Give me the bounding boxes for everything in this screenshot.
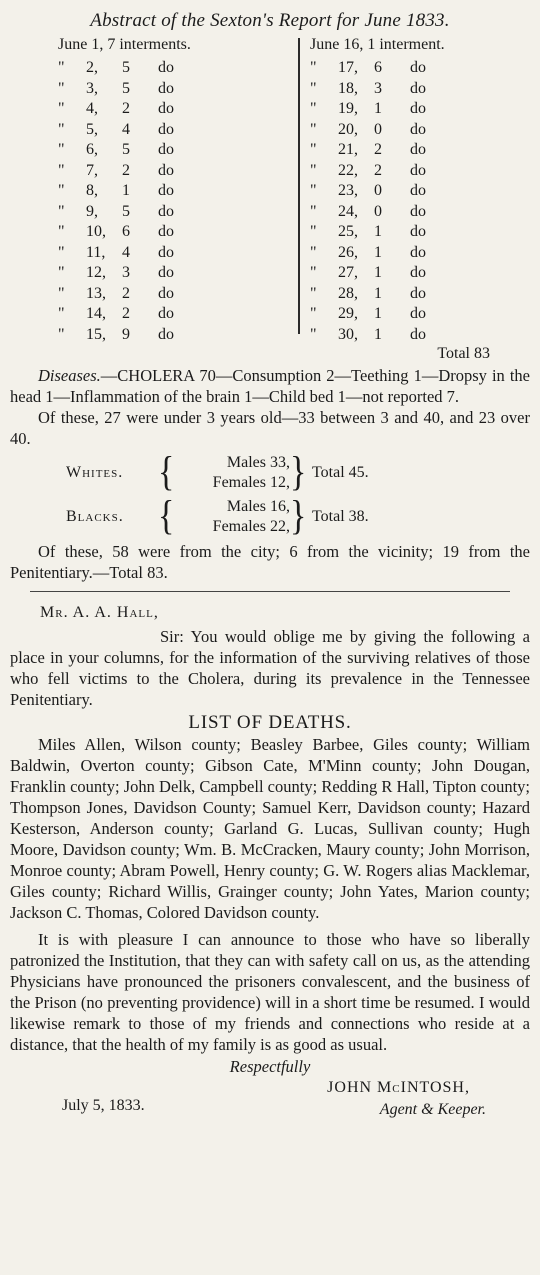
row-day: 5, [86,120,98,138]
row-count: 4 [122,243,130,261]
row-ditto: do [410,182,426,200]
row-day: 15, [86,325,106,343]
ages-paragraph: Of these, 27 were under 3 years old—33 between 3 and 40, and 23 over 40. [10,408,530,448]
interments-right-column [270,36,530,345]
interment-row [310,202,530,223]
row-ditto: do [158,264,174,282]
diseases-label: Diseases. [38,366,101,385]
interments-left-column [10,36,270,345]
whites-total: Total 45. [312,464,369,481]
row-count: 9 [122,325,130,343]
ditto-mark: " [58,141,65,159]
signer-name: JOHN McINTOSH, [327,1079,470,1096]
row-day: 12, [86,264,106,282]
interment-row [310,79,530,100]
interment-row [58,79,270,100]
row-ditto: do [410,325,426,343]
row-count: 1 [374,284,382,302]
row-ditto: do [410,305,426,323]
column-divider [298,38,300,334]
row-count: 5 [122,59,130,77]
row-day: 29, [338,305,358,323]
diseases-paragraph [10,365,530,407]
row-day: 3, [86,79,98,97]
interment-row [58,325,270,346]
ditto-mark: " [310,59,317,77]
row-day: 26, [338,243,358,261]
ditto-mark: " [58,284,65,302]
row-count: 1 [374,264,382,282]
interment-row [310,325,530,346]
row-ditto: do [158,120,174,138]
interment-row [58,161,270,182]
row-ditto: do [158,202,174,220]
row-count: 1 [374,305,382,323]
whites-breakdown [170,453,290,493]
signer-block [327,1079,530,1119]
blacks-block [66,494,530,539]
signer-title: Agent & Keeper. [379,1101,486,1118]
row-count: 2 [122,161,130,179]
row-day: 6, [86,141,98,159]
row-ditto: do [158,161,174,179]
row-day: 19, [338,100,358,118]
ditto-mark: " [58,100,65,118]
row-ditto: do [158,59,174,77]
row-day: 27, [338,264,358,282]
row-count: 2 [374,161,382,179]
row-count: 2 [122,305,130,323]
row-day: 24, [338,202,358,220]
origin-paragraph: Of these, 58 were from the city; 6 from the vicinity; 19 from the Penitentiary.—Total 83. [10,542,530,582]
interment-row [310,140,530,161]
row-count: 4 [122,120,130,138]
interment-row [58,140,270,161]
row-ditto: do [158,100,174,118]
signature-block [10,1079,530,1119]
blacks-total: Total 38. [312,508,369,525]
interment-row [310,58,530,79]
right-column-header: June 16, 1 interment. [310,36,445,53]
row-day: 9, [86,202,98,220]
ditto-mark: " [310,264,317,282]
interment-row [310,263,530,284]
row-day: 21, [338,141,358,159]
row-ditto: do [410,100,426,118]
row-count: 2 [122,100,130,118]
row-day: 11, [86,243,106,261]
row-count: 6 [122,223,130,241]
ditto-mark: " [58,202,65,220]
right-brace: } [290,494,307,539]
row-ditto: do [158,182,174,200]
row-day: 10, [86,223,106,241]
ditto-mark: " [310,161,317,179]
row-day: 28, [338,284,358,302]
letter-body: Sir: You would oblige me by giving the following a place in your columns, for the information of the surviving relatives of those who fell victims to the Cholera, during its prevalence in the Tennessee Penitentiary. [10,627,530,709]
right-brace: } [290,450,307,495]
ditto-mark: " [58,59,65,77]
whites-males: Males 33, [226,454,290,471]
row-count: 6 [374,59,382,77]
interment-row [310,120,530,141]
row-ditto: do [158,223,174,241]
row-ditto: do [158,325,174,343]
ditto-mark: " [58,243,65,261]
row-ditto: do [410,120,426,138]
interment-row [310,284,530,305]
list-heading: LIST OF DEATHS. [188,712,352,733]
blacks-males: Males 16, [226,498,290,515]
interment-row [310,243,530,264]
row-day: 14, [86,305,106,323]
ditto-mark: " [310,100,317,118]
row-count: 3 [122,264,130,282]
interment-row [310,181,530,202]
row-ditto: do [410,223,426,241]
row-day: 30, [338,325,358,343]
diseases-text: —CHOLERA 70—Consumption 2—Teething 1—Dropsy in the head 1—Inflammation of the brain 1—Child bed 1—not reported 7. [10,366,530,406]
ditto-mark: " [310,79,317,97]
row-day: 17, [338,59,358,77]
row-ditto: do [158,243,174,261]
row-ditto: do [410,161,426,179]
ditto-mark: " [310,202,317,220]
ditto-mark: " [58,120,65,138]
interment-row [58,304,270,325]
report-title: Abstract of the Sexton's Report for June 1833. [90,10,450,31]
left-brace: { [158,494,175,539]
ditto-mark: " [310,182,317,200]
ditto-mark: " [58,325,65,343]
row-count: 0 [374,120,382,138]
ditto-mark: " [310,243,317,261]
row-count: 1 [374,100,382,118]
row-day: 23, [338,182,358,200]
whites-block [66,450,530,495]
interment-row [58,284,270,305]
row-count: 3 [374,79,382,97]
row-ditto: do [158,79,174,97]
whites-females: Females 12, [212,474,290,491]
blacks-breakdown [170,497,290,537]
ditto-mark: " [58,305,65,323]
interment-row [310,222,530,243]
left-column-header: June 1, 7 interments. [58,36,191,53]
blacks-label: Blacks. [66,508,124,525]
row-ditto: do [410,141,426,159]
section-divider [30,591,510,592]
row-count: 0 [374,182,382,200]
row-count: 1 [374,243,382,261]
interment-row [58,181,270,202]
interment-row [310,99,530,120]
row-day: 13, [86,284,106,302]
row-ditto: do [410,243,426,261]
ditto-mark: " [310,305,317,323]
row-count: 5 [122,141,130,159]
row-ditto: do [410,264,426,282]
row-count: 1 [374,223,382,241]
interment-row [58,222,270,243]
row-count: 1 [122,182,130,200]
row-day: 25, [338,223,358,241]
row-ditto: do [410,59,426,77]
ditto-mark: " [310,325,317,343]
row-ditto: do [158,305,174,323]
row-count: 1 [374,325,382,343]
respectfully-line: Respectfully [229,1057,311,1076]
row-day: 2, [86,59,98,77]
left-brace: { [158,450,175,495]
interment-row [58,243,270,264]
interments-table [10,36,530,345]
ditto-mark: " [58,182,65,200]
row-count: 2 [122,284,130,302]
row-count: 2 [374,141,382,159]
interment-row [310,304,530,325]
ditto-mark: " [58,223,65,241]
interment-row [58,263,270,284]
row-day: 4, [86,100,98,118]
row-count: 5 [122,202,130,220]
interment-row [58,99,270,120]
row-day: 22, [338,161,358,179]
row-ditto: do [410,79,426,97]
ditto-mark: " [58,79,65,97]
blacks-females: Females 22, [212,518,290,535]
interment-row [58,202,270,223]
row-day: 8, [86,182,98,200]
row-day: 20, [338,120,358,138]
row-day: 7, [86,161,98,179]
row-ditto: do [410,202,426,220]
interment-row [310,161,530,182]
ditto-mark: " [310,141,317,159]
letter-date: July 5, 1833. [62,1097,145,1114]
list-of-deaths: Miles Allen, Wilson county; Beasley Barbee, Giles county; William Baldwin, Overton county; Gibson Cate, M'Minn county; John Dougan, Franklin county; John Delk, Campbell county; Redding R Hall, Tipton county; Thompson Jones, Davidson County; Samuel Kerr, Davidson county; Hazard Kesterson, Anderson county; Garland G. Lucas, Sullivan county; Hugh Moore, Davidson county; Wm. B. McCracken, Maury county; John Morrison, Monroe county; Abram Powell, Henry county; G. W. Rogers alias Macklemar, Giles county; Richard Willis, Grainger county; John Yates, Marion county; Jackson C. Thomas, Colored Davidson county. [10,735,530,922]
row-ditto: do [410,284,426,302]
row-count: 0 [374,202,382,220]
closing-paragraph: It is with pleasure I can announce to those who have so liberally patronized the Institution, that they can with safety call on us, as the attending Physicians have pronounced the prisoners convalescent, and the business of the Prison (no preventing providence) will in a short time be resumed. I would likewise remark to those of my friends and connections who reside at a distance, that the health of my family is as good as usual. [10,930,530,1054]
ditto-mark: " [310,284,317,302]
ditto-mark: " [58,264,65,282]
interment-row [58,58,270,79]
interment-row [58,120,270,141]
row-count: 5 [122,79,130,97]
row-ditto: do [158,284,174,302]
row-day: 18, [338,79,358,97]
whites-label: Whites. [66,464,124,481]
ditto-mark: " [310,120,317,138]
row-ditto: do [158,141,174,159]
ditto-mark: " [58,161,65,179]
ditto-mark: " [310,223,317,241]
letter-salutation: Mr. A. A. Hall, [40,604,159,621]
interments-total: Total 83 [437,345,490,362]
